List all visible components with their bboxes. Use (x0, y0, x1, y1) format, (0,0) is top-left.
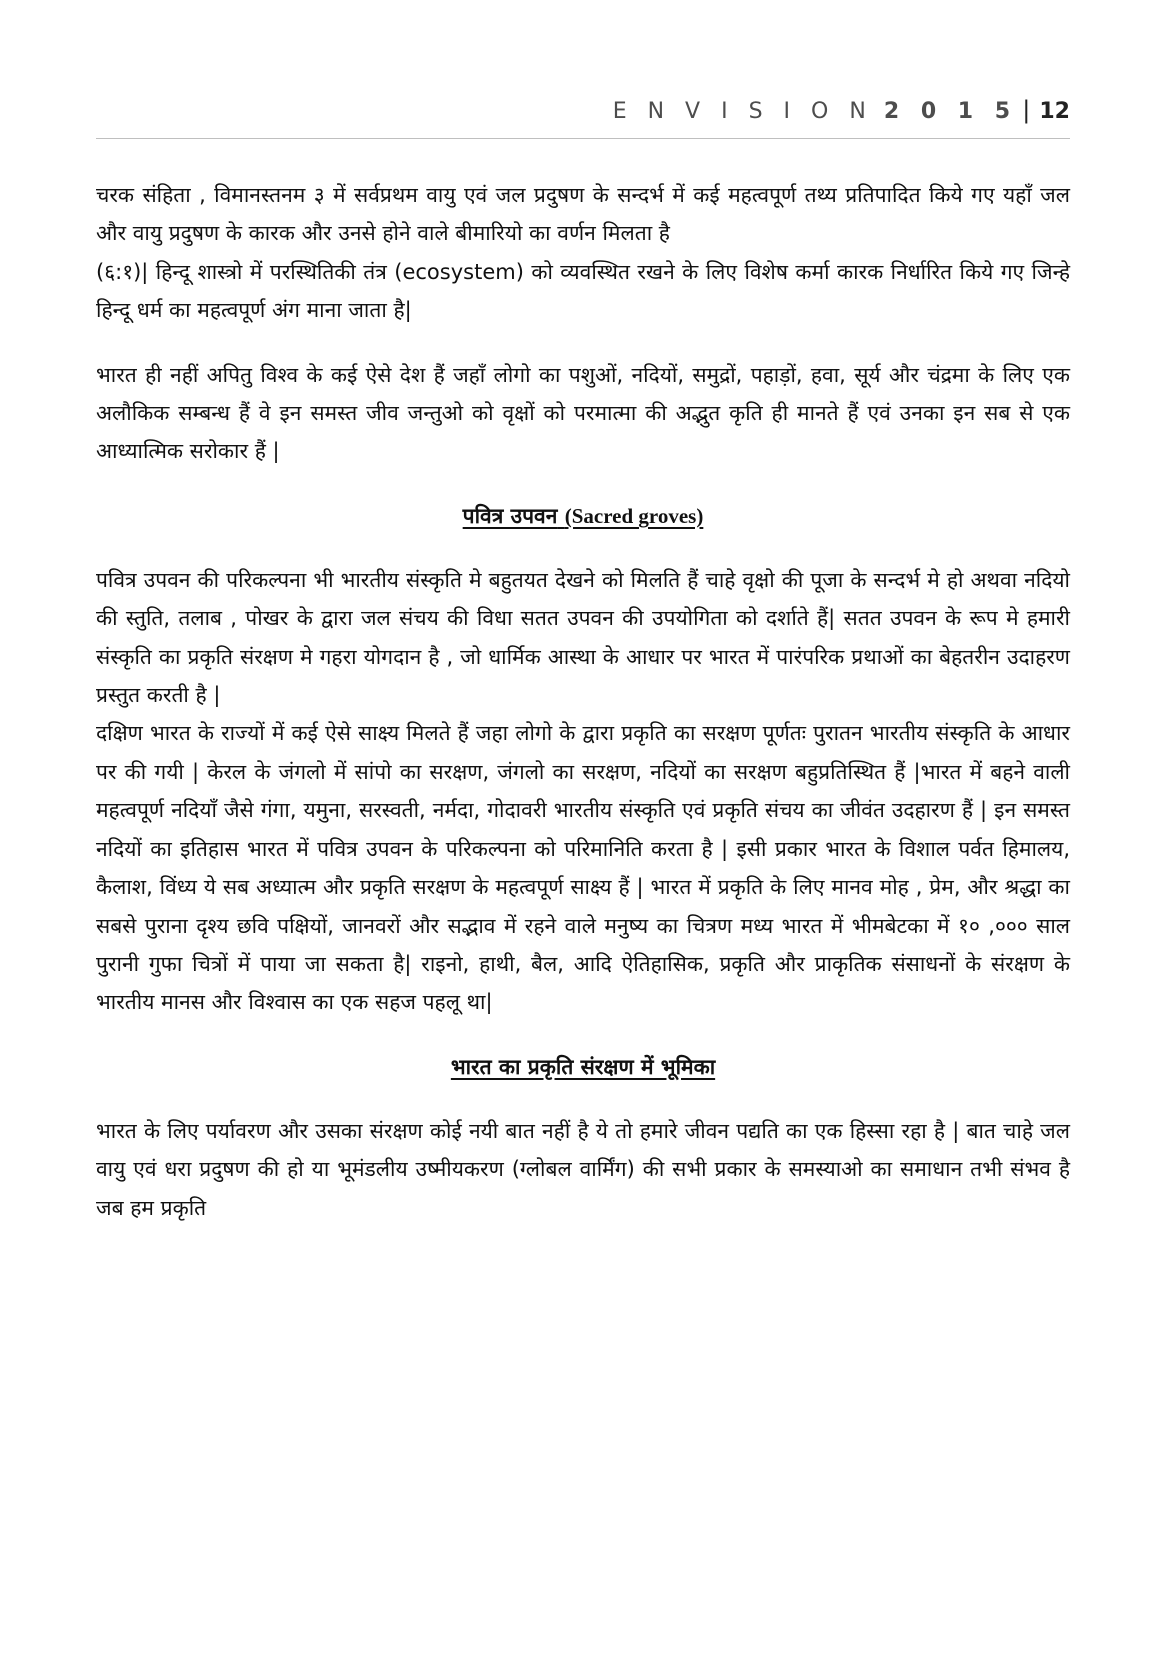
header-brand: E N V I S I O N (612, 99, 873, 124)
paragraph-south-india: दक्षिण भारत के राज्यों में कई ऐसे साक्ष्य मिलते हैं जहा लोगो के द्वारा प्रकृति का सरक्षण पूर्णतः पुरातन भारतीय संस्कृति के आधार पर की गयी | केरल के जंगलो में सांपो का सरक्षण, जंगलो का सरक्षण, नदियों का सरक्षण बहुप्रतिस्थित हैं |भारत में बहने वाली महत्वपूर्ण नदियाँ जैसे गंगा, यमुना, सरस्वती, नर्मदा, गोदावरी भारतीय संस्कृति एवं प्रकृति संचय का जीवंत उदहारण हैं | इन समस्त नदियों का इतिहास भारत में पवित्र उपवन के परिकल्पना को परिमानिति करता है | इसी प्रकार भारत के विशाल पर्वत हिमालय, कैलाश, विंध्य ये सब अध्यात्म और प्रकृति सरक्षण के महत्वपूर्ण साक्ष्य हैं | भारत में प्रकृति के लिए मानव मोह , प्रेम, और श्रद्धा का सबसे पुराना दृश्य छवि पक्षियों, जानवरों और सद्भाव में रहने वाले मनुष्य का चित्रण मध्य भारत में भीमबेटका में १० ,००० साल पुरानी गुफा चित्रों में पाया जा सकता है| राइनो, हाथी, बैल, आदि ऐतिहासिक, प्रकृति और प्राकृतिक संसाधनों के संरक्षण के भारतीय मानस और विश्वास का एक सहज पहलू था| (96, 721, 1070, 1015)
paragraph-world-nature: भारत ही नहीं अपितु विश्व के कई ऐसे देश हैं जहाँ लोगो का पशुओं, नदियों, समुद्रों, पहाड़ों, हवा, सूर्य और चंद्रमा के लिए एक अलौकिक सम्बन्ध हैं वे इन समस्त जीव जन्तुओ को वृक्षों को परमात्मा की अद्भुत कृति ही मानते हैं एवं उनका इन सब से एक आध्यात्मिक सरोकार हैं | (96, 362, 1070, 464)
document-body (96, 176, 1070, 1227)
page-number: 12 (1039, 99, 1070, 124)
paragraph-sacred-groves: पवित्र उपवन की परिकल्पना भी भारतीय संस्कृति मे बहुतयत देखने को मिलति हैं चाहे वृक्षो की पूजा के सन्दर्भ मे हो अथवा नदियो की स्तुति, तलाब , पोखर के द्वारा जल संचय की विधा सतत उपवन की उपयोगिता को दर्शाते हैं| सतत उपवन के रूप मे हमारी संस्कृति का प्रकृति संरक्षण मे गहरा योगदान है , जो धार्मिक आस्था के आधार पर भारत में पारंपरिक प्रथाओं का बेहतरीन उदाहरण प्रस्तुत करती है | (96, 567, 1070, 708)
heading-india-role: भारत का प्रकृति संरक्षण में भूमिका (450, 1054, 716, 1079)
paragraph-environment: भारत के लिए पर्यावरण और उसका संरक्षण कोई नयी बात नहीं है ये तो हमारे जीवन पद्यति का एक हिस्सा रहा है | बात चाहे जल वायु एवं धरा प्रदुषण की हो या भूमंडलीय उष्मीयकरण (ग्लोबल वार्मिंग) की सभी प्रकार के समस्याओ का समाधान तभी संभव है जब हम प्रकृति (96, 1118, 1070, 1220)
paragraph-ecosystem: (६:१)| हिन्दू शास्त्रो में परस्थितिकी तंत्र (ecosystem) को व्यवस्थित रखने के लिए विशेष कर्मा कारक निर्धारित किये गए जिन्हे हिन्दू धर्म का महत्वपूर्ण अंग माना जाता है| (96, 259, 1070, 323)
paragraph-charak-samhita: चरक संहिता , विमानस्तनम ३ में सर्वप्रथम वायु एवं जल प्रदुषण के सन्दर्भ में कई महत्वपूर्ण तथ्य प्रतिपादित किये गए यहाँ जल और वायु प्रदुषण के कारक और उनसे होने वाले बीमारियो का वर्णन मिलता है (96, 183, 1070, 246)
page-header (96, 96, 1070, 139)
heading-sacred-groves-hindi: पवित्र उपवन (462, 503, 558, 528)
header-year: 2 0 1 5 (883, 99, 1018, 124)
heading-sacred-groves-english: (Sacred groves) (564, 503, 704, 528)
header-separator: | (1022, 96, 1031, 124)
heading-sacred-groves (96, 497, 1070, 535)
